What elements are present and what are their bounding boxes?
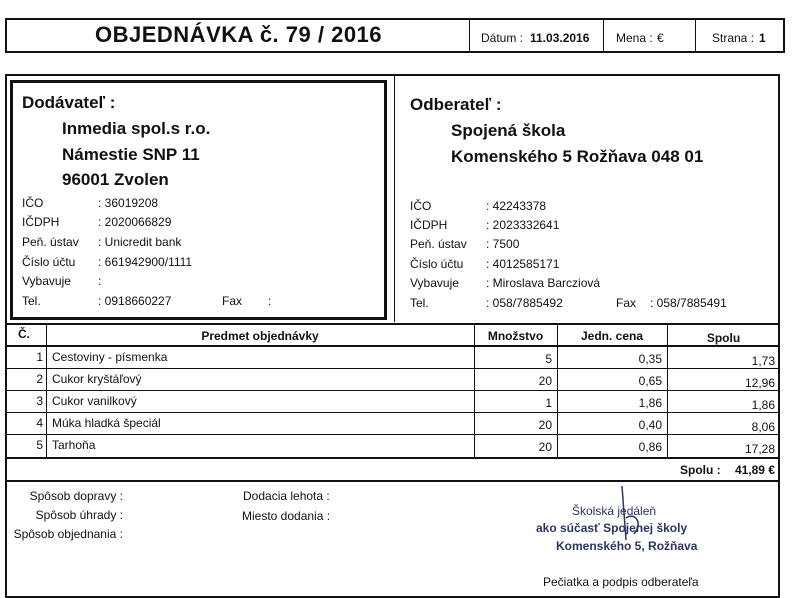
row-no: 5	[36, 438, 43, 452]
header-divider	[603, 18, 604, 53]
sum-bottom-line	[5, 480, 780, 482]
delivery-time-label: Dodacia lehota :	[243, 489, 330, 503]
row-item: Tarhoňa	[52, 438, 96, 452]
payment-label: Spôsob úhrady :	[35, 508, 123, 522]
sum-value: 41,89 €	[734, 463, 775, 477]
col-header-no: Č.	[18, 327, 30, 341]
row-total: 1,86	[751, 398, 775, 412]
row-separator	[5, 412, 780, 413]
col-header-price: Jedn. cena	[580, 329, 644, 343]
customer-account-label: Číslo účtu	[410, 257, 464, 271]
supplier-tel-value: : 0918660227	[98, 294, 172, 308]
delivery-place-label: Miesto dodania :	[242, 509, 331, 523]
stamp-line-3: Komenského 5, Rožňava	[556, 539, 698, 553]
order-method-label: Spôsob objednania :	[13, 527, 123, 541]
row-price: 0,40	[638, 418, 662, 432]
supplier-handler-label: Vybavuje	[22, 274, 71, 288]
customer-icdph-label: IČDPH	[410, 218, 448, 232]
row-item: Cestoviny - písmenka	[52, 350, 168, 364]
supplier-icdph-value: : 2020066829	[98, 215, 172, 229]
transport-label: Spôsob dopravy :	[29, 489, 123, 503]
row-qty: 1	[545, 396, 552, 410]
signature-mark	[600, 482, 660, 552]
customer-heading: Odberateľ :	[410, 95, 502, 114]
row-price: 1,86	[638, 396, 662, 410]
row-qty: 20	[538, 374, 552, 388]
row-no: 2	[36, 372, 43, 386]
stamp-line-2: ako súčasť Spojenej školy	[536, 521, 688, 535]
customer-fax-value: : 058/7885491	[650, 296, 727, 310]
supplier-name: Inmedia spol.s r.o.	[62, 119, 211, 138]
supplier-account-value: : 661942900/1111	[98, 255, 193, 269]
supplier-city: 96001 Zvolen	[62, 170, 169, 189]
supplier-bank-value: : Unicredit bank	[98, 235, 182, 249]
supplier-tel-label: Tel.	[22, 294, 41, 308]
col-header-qty: Množstvo	[487, 329, 544, 343]
row-item: Cukor vanilkový	[52, 394, 137, 408]
page-title: OBJEDNÁVKA č. 79 / 2016	[95, 22, 383, 47]
table-header-line	[5, 345, 780, 347]
party-divider	[394, 75, 395, 322]
customer-name: Spojená škola	[451, 121, 566, 140]
row-qty: 5	[545, 352, 552, 366]
supplier-street: Námestie SNP 11	[62, 145, 200, 164]
customer-street: Komenského 5 Rožňava 048 01	[451, 147, 704, 166]
stamp-line-1: Školská jedáleň	[572, 504, 657, 518]
sum-label: Spolu :	[680, 463, 721, 477]
supplier-ico-label: IČO	[22, 196, 44, 210]
row-separator	[5, 368, 780, 369]
table-top-line	[5, 323, 780, 325]
row-total: 8,06	[751, 420, 775, 434]
page-value: 1	[759, 31, 766, 45]
currency-label: Mena :	[616, 31, 653, 45]
row-total: 17,28	[744, 442, 775, 456]
customer-bank-label: Peň. ústav	[410, 237, 467, 251]
row-separator	[5, 390, 780, 391]
row-price: 0,86	[638, 440, 662, 454]
supplier-account-label: Číslo účtu	[22, 255, 76, 269]
row-total: 12,96	[744, 376, 775, 390]
supplier-fax-value: :	[268, 294, 272, 308]
customer-bank-value: : 7500	[486, 237, 520, 251]
row-price: 0,65	[638, 374, 662, 388]
row-price: 0,35	[638, 352, 662, 366]
customer-ico-label: IČO	[410, 199, 432, 213]
customer-ico-value: : 42243378	[486, 199, 547, 213]
supplier-ico-value: : 36019208	[98, 196, 159, 210]
signature-label: Pečiatka a podpis odberateľa	[543, 575, 699, 589]
row-total: 1,73	[751, 354, 775, 368]
supplier-handler-value: :	[98, 274, 102, 288]
col-header-item: Predmet objednávky	[201, 329, 319, 343]
table-bottom-line	[5, 457, 780, 459]
supplier-icdph-label: IČDPH	[22, 215, 60, 229]
row-separator	[5, 434, 780, 435]
row-qty: 20	[538, 440, 552, 454]
row-qty: 20	[538, 418, 552, 432]
row-item: Múka hladká špeciál	[52, 416, 161, 430]
date-label: Dátum :	[481, 31, 524, 45]
row-no: 1	[36, 350, 43, 364]
customer-handler-label: Vybavuje	[410, 276, 459, 290]
row-no: 3	[36, 394, 43, 408]
header-divider	[469, 18, 470, 53]
supplier-bank-label: Peň. ústav	[22, 235, 79, 249]
header-divider	[695, 18, 696, 53]
currency-value: €	[657, 31, 664, 45]
col-header-total: Spolu	[706, 331, 741, 345]
supplier-fax-label: Fax	[222, 294, 243, 308]
customer-handler-value: : Miroslava Barcziová	[486, 276, 601, 290]
date-value: 11.03.2016	[530, 31, 590, 45]
customer-tel-value: : 058/7885492	[486, 296, 563, 310]
customer-account-value: : 4012585171	[486, 257, 560, 271]
row-item: Cukor kryštáľový	[52, 372, 142, 386]
supplier-heading: Dodávateľ :	[22, 93, 116, 112]
customer-tel-label: Tel.	[410, 296, 429, 310]
row-no: 4	[36, 416, 43, 430]
customer-icdph-value: : 2023332641	[486, 218, 560, 232]
page-label: Strana :	[712, 31, 755, 45]
customer-fax-label: Fax	[616, 296, 637, 310]
